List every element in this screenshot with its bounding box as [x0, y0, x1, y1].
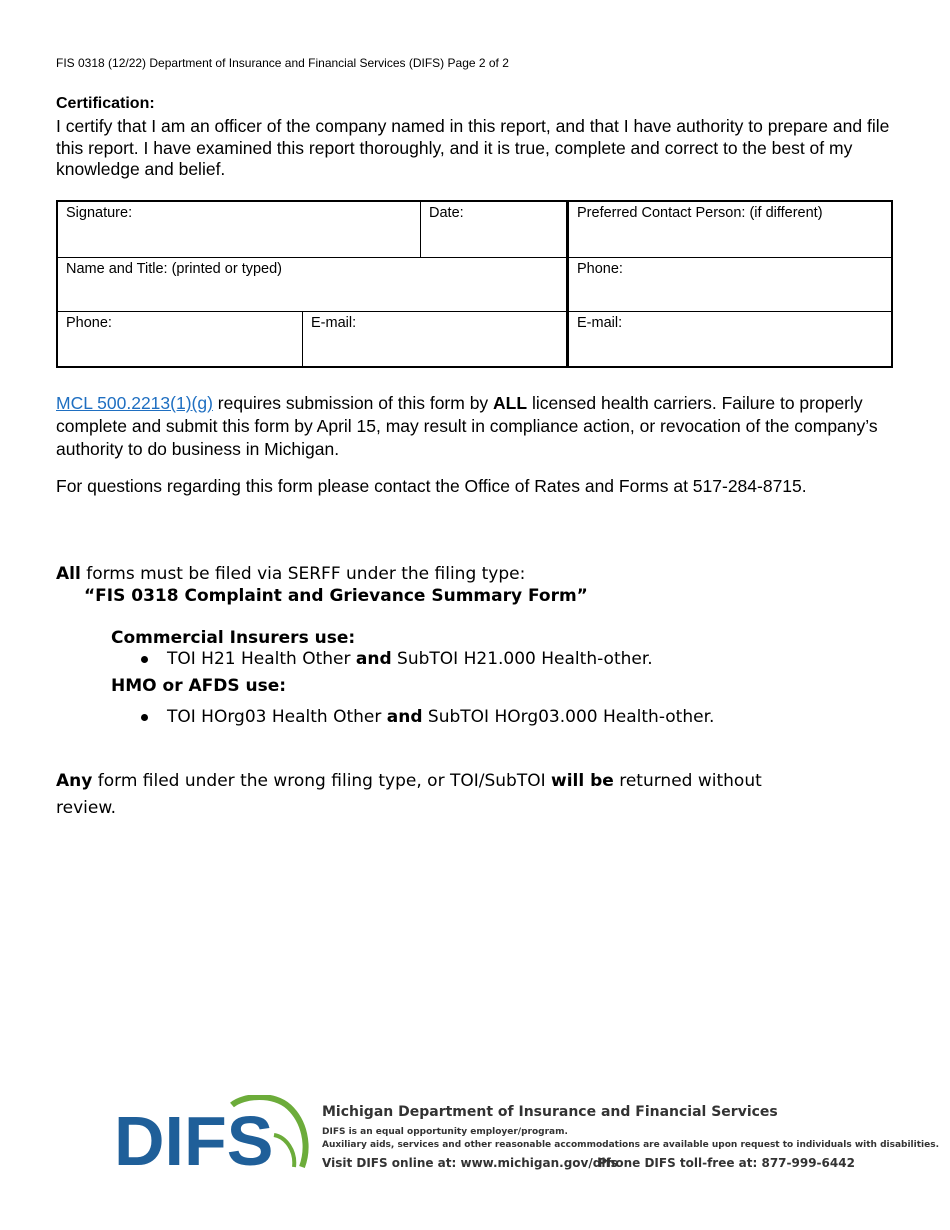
questions-paragraph: For questions regarding this form please contact the Office of Rates and Forms at 517-284-8715.: [56, 476, 807, 496]
email-field[interactable]: [303, 312, 566, 366]
commercial-heading: Commercial Insurers use:: [111, 628, 356, 648]
phone-label: Phone:: [66, 315, 112, 331]
wrong-filing-warning: Any form filed under the wrong filing type, or TOI/SubTOI will be returned without review.: [56, 771, 762, 818]
name-title-label: Name and Title: (printed or typed): [66, 261, 282, 277]
footer-phone: Phone DIFS toll-free at: 877-999-6442: [598, 1156, 855, 1170]
hmo-heading: HMO or AFDS use:: [111, 676, 287, 696]
email-label: E-mail:: [311, 315, 357, 331]
preferred-contact-label: Preferred Contact Person: (if different): [577, 205, 823, 221]
filing-instruction: All forms must be filed via SERFF under the filing type:: [56, 564, 526, 584]
bullet-icon: [141, 656, 148, 663]
footer-agency: Michigan Department of Insurance and Financial Services: [322, 1104, 778, 1120]
footer-aids: Auxiliary aids, services and other reasonable accommodations are available upon request to individuals with disabilities.: [322, 1140, 939, 1150]
hmo-toi-item: TOI HOrg03 Health Other and SubTOI HOrg03.000 Health-other.: [167, 707, 714, 727]
footer-equal-opportunity: DIFS is an equal opportunity employer/program.: [322, 1127, 568, 1137]
contact-email-label: E-mail:: [577, 315, 623, 331]
mcl-link[interactable]: MCL 500.2213(1)(g): [56, 393, 213, 413]
date-field[interactable]: [421, 202, 566, 257]
signature-label: Signature:: [66, 205, 133, 221]
name-title-field[interactable]: [58, 258, 566, 311]
phone-field[interactable]: [58, 312, 302, 366]
page-header: FIS 0318 (12/22) Department of Insurance and Financial Services (DIFS) Page 2 of 2: [56, 56, 509, 70]
contact-phone-field[interactable]: [569, 258, 891, 311]
certification-title: Certification:: [56, 95, 155, 112]
signature-form-table: [56, 200, 893, 368]
filing-type: “FIS 0318 Complaint and Grievance Summary Form”: [84, 586, 588, 606]
contact-phone-label: Phone:: [577, 261, 623, 277]
commercial-toi-item: TOI H21 Health Other and SubTOI H21.000 Health-other.: [167, 649, 653, 669]
date-label: Date:: [429, 205, 464, 221]
bullet-icon: [141, 714, 148, 721]
logo-leaf-icon: [274, 1135, 294, 1167]
notice-paragraph: MCL 500.2213(1)(g) requires submission of this form by ALL licensed health carriers. Failure to properly complete and submit this form by April 15, may result in compliance action, or revocation of the company’s authority to do business in Michigan.: [56, 393, 878, 459]
footer-visit: Visit DIFS online at: www.michigan.gov/difs: [322, 1156, 618, 1170]
preferred-contact-field[interactable]: [569, 202, 891, 257]
difs-logo: [114, 1095, 314, 1171]
contact-email-field[interactable]: [569, 312, 891, 366]
certification-text: I certify that I am an officer of the company named in this report, and that I have authority to prepare and file this report. I have examined this report thoroughly, and it is true, complete and correct to the best of my knowledge and belief.: [56, 116, 890, 179]
signature-field[interactable]: [58, 202, 420, 257]
logo-text: DIFS: [114, 1102, 274, 1171]
